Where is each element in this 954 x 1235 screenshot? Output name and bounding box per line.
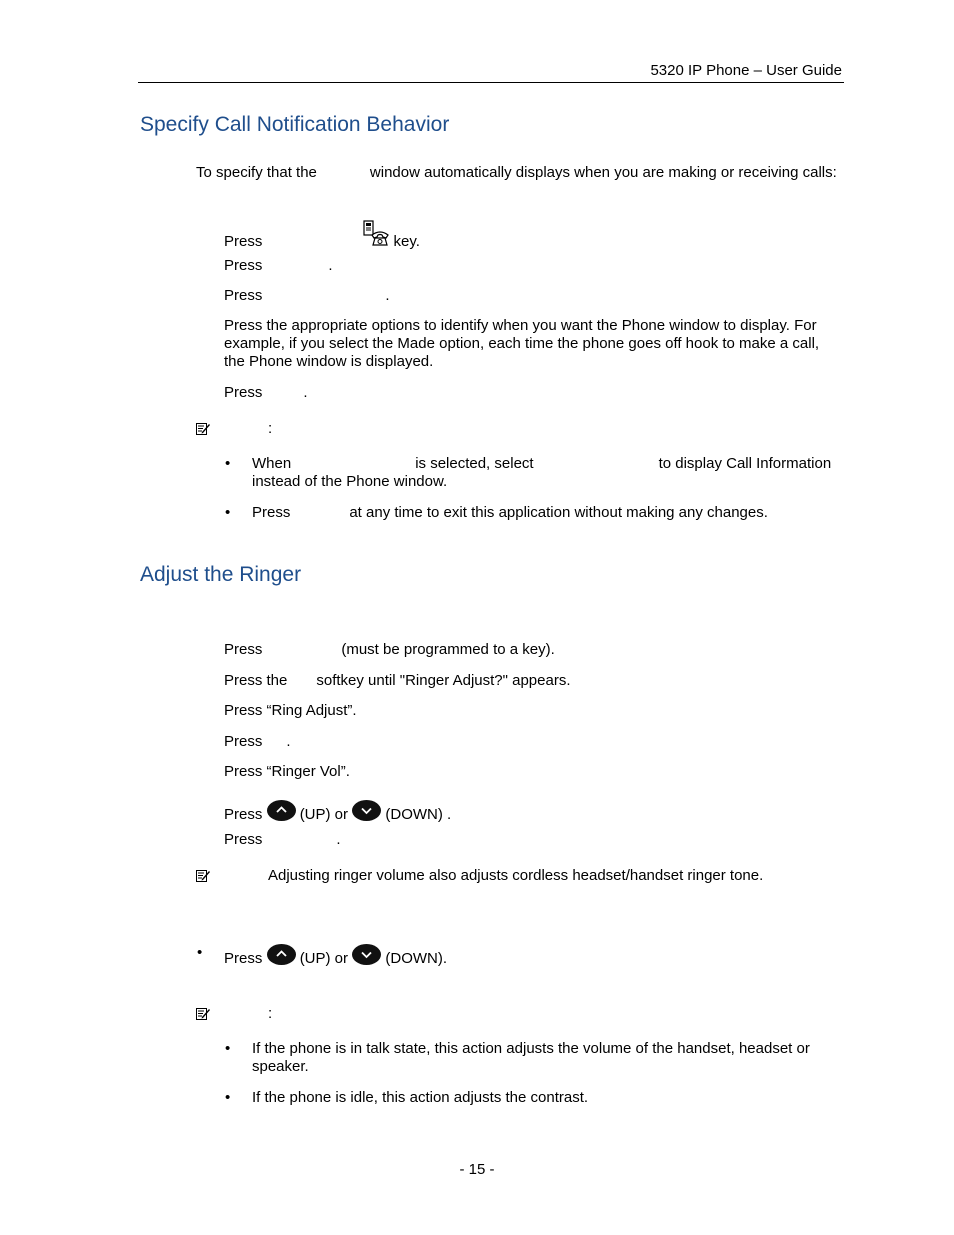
step-press-label: Press [224, 950, 263, 967]
note-text: to display Call Information instead of the Phone window. [252, 455, 832, 490]
note-text: is selected, select [415, 455, 534, 472]
section2-step3: Press “Ring Adjust”. [224, 702, 357, 719]
note-icon [196, 422, 210, 435]
step-tail: . [336, 831, 341, 848]
note-icon [196, 869, 210, 882]
page-number: - 15 - [459, 1161, 495, 1178]
note-text: Press [252, 504, 291, 521]
note-colon: : [268, 420, 273, 437]
step-tail: key. [393, 233, 420, 250]
step-press-label: Press [224, 384, 263, 401]
section2-step4 [224, 733, 844, 751]
step-press-label: Press [224, 641, 263, 658]
up-label: (UP) or [299, 950, 349, 967]
step-press-label: Press [224, 806, 263, 823]
section2-step1 [224, 641, 844, 659]
section2-step6 [224, 800, 844, 824]
bullet-dot: • [225, 1089, 231, 1106]
phone-options-icon [363, 220, 389, 246]
intro-part2: window automatically displays when you are making or receiving calls: [369, 164, 837, 181]
section2-step7 [224, 831, 844, 849]
volume-step [224, 944, 844, 968]
down-arrow-icon [352, 800, 381, 821]
down-arrow-icon [352, 944, 381, 965]
section1-step5 [224, 384, 844, 402]
up-label: (UP) or [299, 806, 349, 823]
step-tail: (must be programmed to a key). [341, 641, 555, 658]
up-arrow-icon [267, 944, 296, 965]
step-tail: . [328, 257, 333, 274]
section1-intro [196, 164, 842, 182]
bullet-dot: • [225, 504, 231, 521]
bullet-dot: • [225, 455, 231, 472]
step-tail: softkey until "Ringer Adjust?" appears. [316, 672, 571, 689]
note-text: at any time to exit this application without making any changes. [349, 504, 768, 521]
section1-step3 [224, 287, 844, 305]
intro-part1: To specify that the [196, 164, 317, 181]
header-rule [138, 82, 844, 83]
up-arrow-icon [267, 800, 296, 821]
section2-step2 [224, 672, 844, 690]
note1-bullet1 [252, 455, 844, 491]
note1-bullet2 [252, 504, 844, 522]
step-press-label: Press [224, 233, 263, 250]
section-title-adjust-ringer: Adjust the Ringer [140, 563, 302, 586]
note-ringer-cordless: Adjusting ringer volume also adjusts cordless headset/handset ringer tone. [268, 867, 764, 884]
step-press-label: Press [224, 733, 263, 750]
guide-title: 5320 IP Phone – User Guide [650, 62, 842, 79]
note-colon: : [268, 1005, 273, 1022]
step-press-label: Press [224, 257, 263, 274]
step-tail: . [286, 733, 291, 750]
step-press-label: Press [224, 831, 263, 848]
down-label: (DOWN) . [385, 806, 452, 823]
step-tail: . [303, 384, 308, 401]
note-text: When [252, 455, 292, 472]
bullet-dot: • [225, 1040, 231, 1057]
step-press-label: Press the [224, 672, 288, 689]
step-tail: . [385, 287, 390, 304]
section2-step5: Press “Ringer Vol”. [224, 763, 350, 780]
note2-bullet2: If the phone is idle, this action adjusts the contrast. [252, 1089, 589, 1106]
step-press-label: Press [224, 287, 263, 304]
note2-bullet1: If the phone is in talk state, this action adjusts the volume of the handset, headset or speaker. [252, 1040, 810, 1075]
down-label: (DOWN). [385, 950, 448, 967]
note-icon [196, 1007, 210, 1020]
section-title-call-notification: Specify Call Notification Behavior [140, 113, 450, 136]
bullet-dot: • [197, 944, 203, 961]
section1-step1 [224, 226, 844, 252]
section1-step4: Press the appropriate options to identify when you want the Phone window to display. For example, if you select the Made option, each time the phone goes off hook to make a call, the Phone window is displayed. [224, 317, 820, 370]
section1-step2 [224, 257, 844, 275]
